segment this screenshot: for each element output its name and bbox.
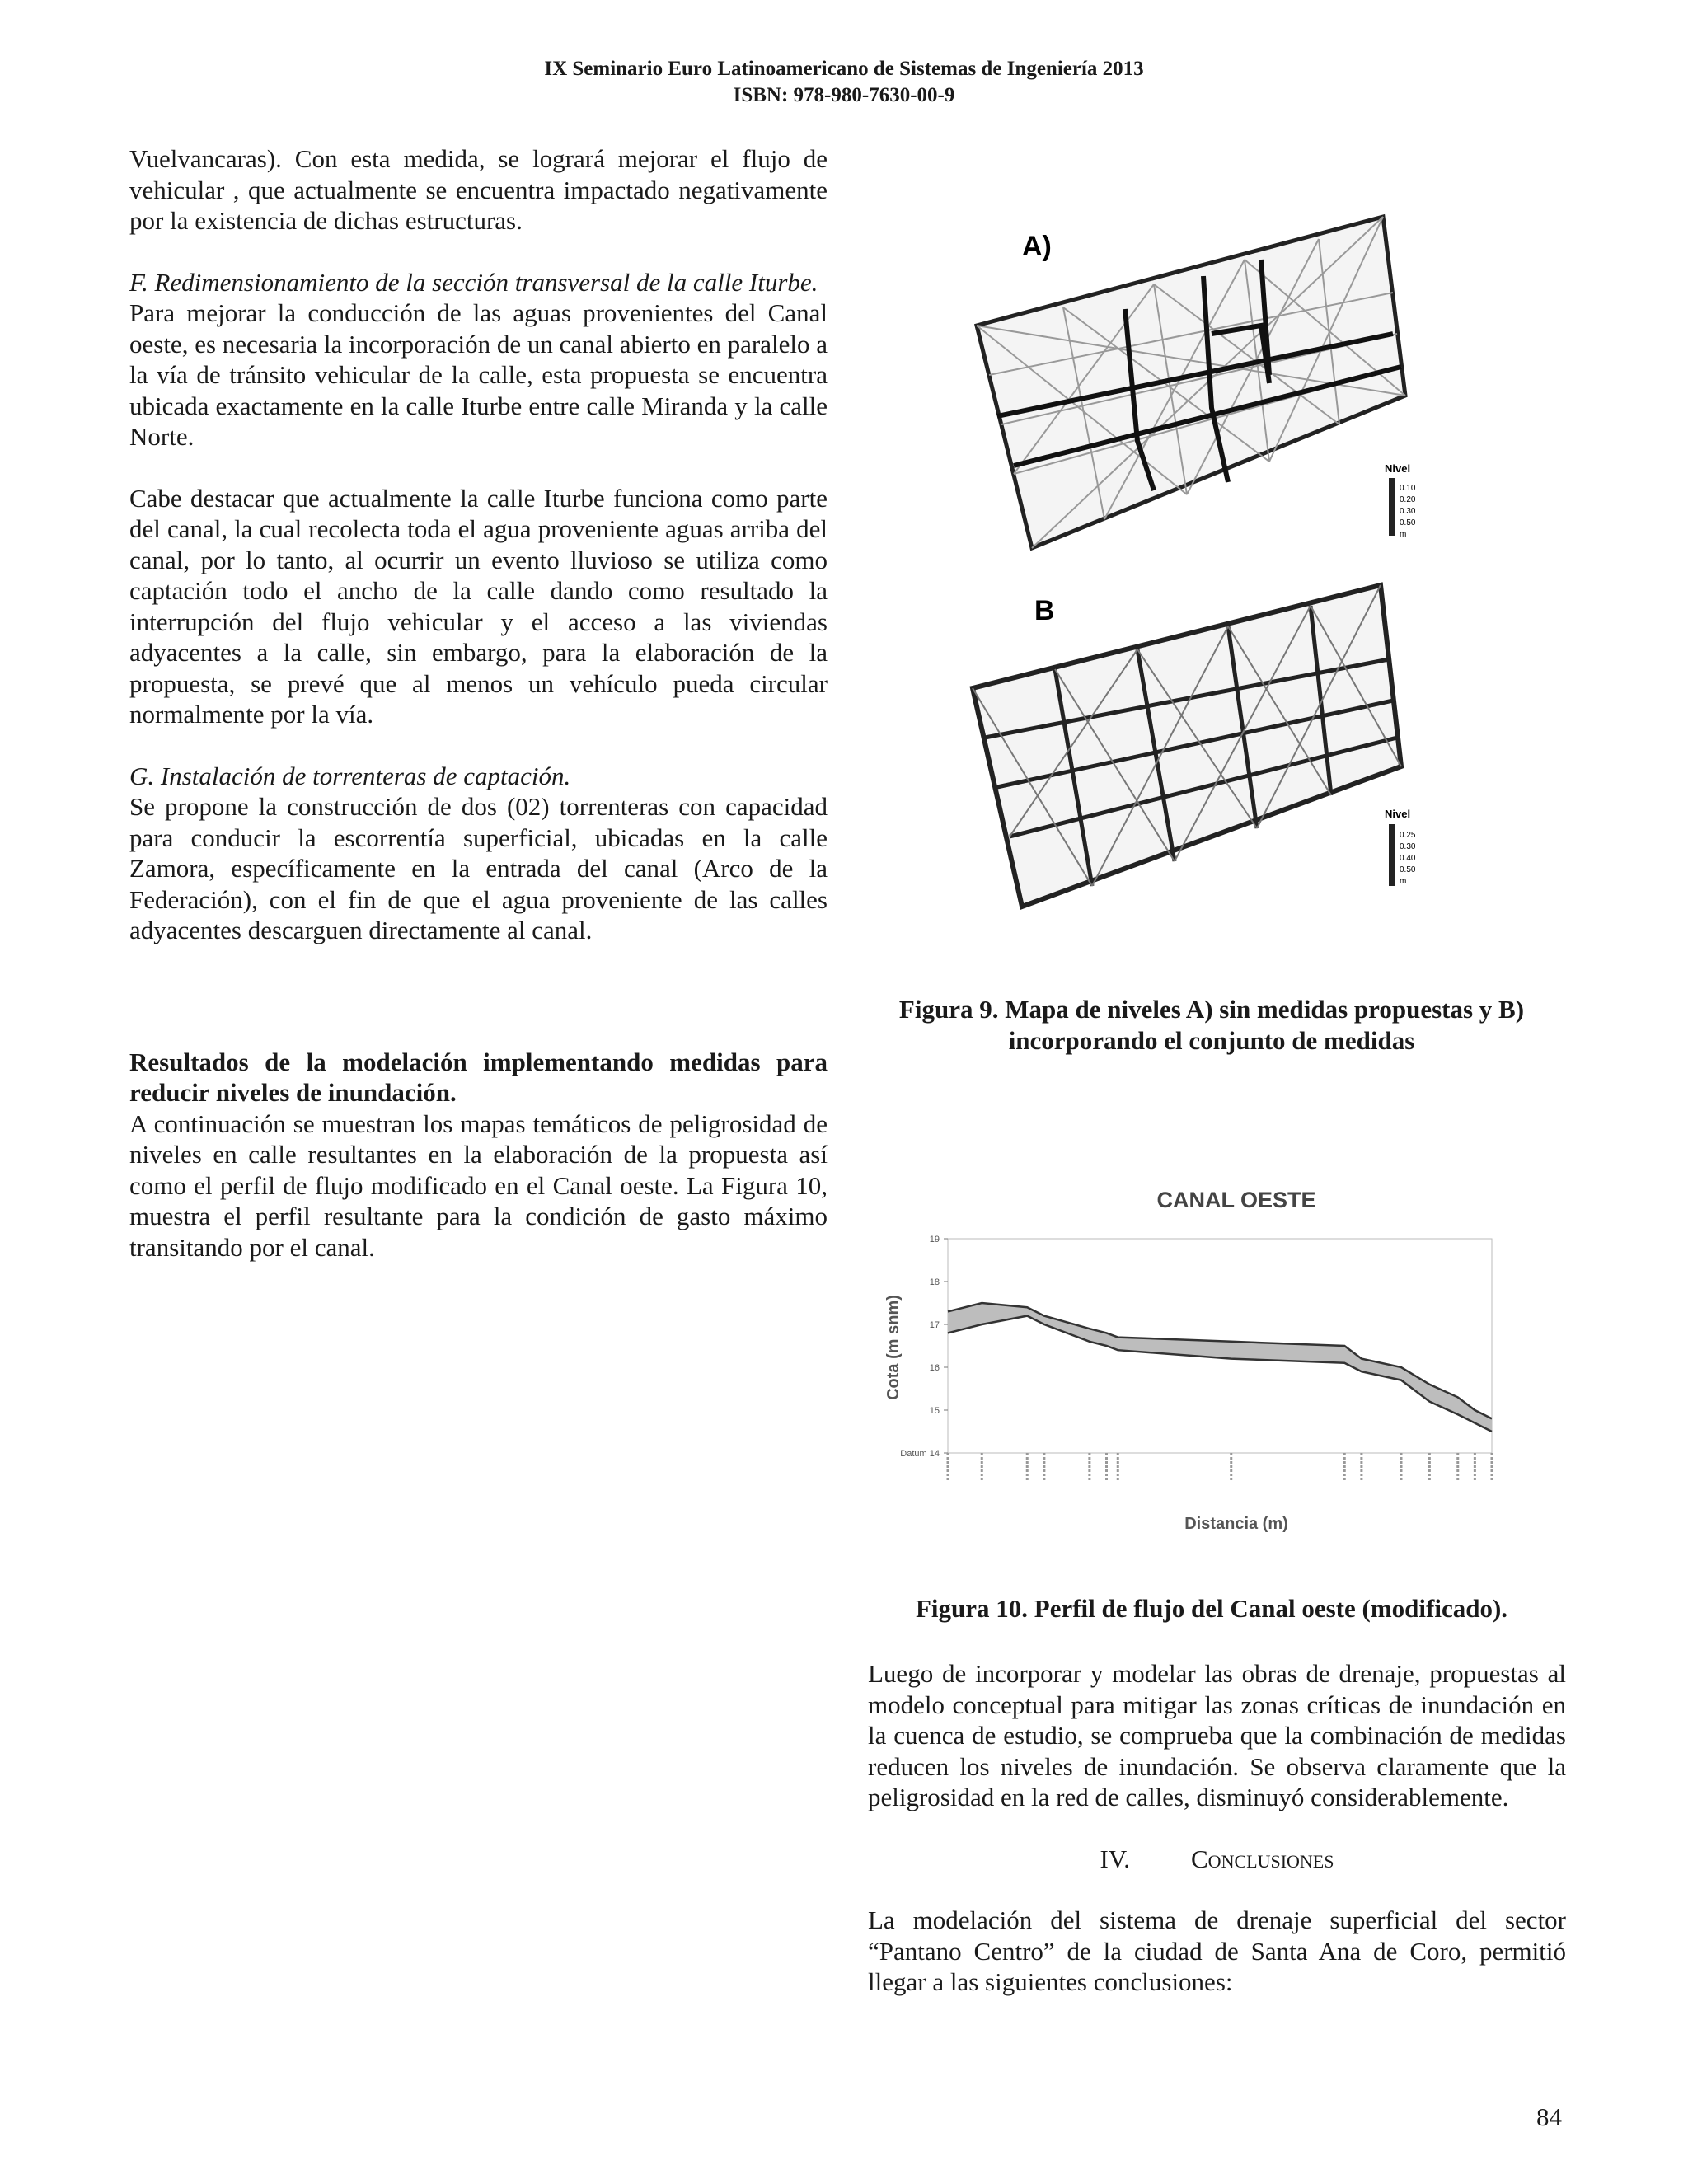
figure-9b-map xyxy=(964,577,1426,915)
section-heading xyxy=(868,1844,1566,1875)
figure-label-a: A) xyxy=(1022,231,1052,262)
section-number: IV. xyxy=(1100,1844,1130,1873)
caption-line: Figura 9. Mapa de niveles A) sin medidas propuestas y B) xyxy=(898,995,1525,1024)
conference-title: IX Seminario Euro Latinoamericano de Sistemas de Ingeniería 2013 xyxy=(544,58,1144,80)
x-ticks xyxy=(948,1453,1492,1482)
figure-10-chart xyxy=(874,1174,1550,1545)
figure-9a-map xyxy=(964,210,1426,556)
y-tick-label: Datum 14 xyxy=(900,1449,940,1459)
legend-value: 0.30 xyxy=(1400,507,1416,516)
legend-value: 0.20 xyxy=(1400,495,1416,504)
caption-line: incorporando el conjunto de medidas xyxy=(1008,1026,1415,1055)
y-tick-label: 16 xyxy=(929,1363,940,1373)
legend-scale xyxy=(1389,478,1395,536)
y-ticks xyxy=(900,1235,948,1459)
water-surface-line xyxy=(948,1303,1492,1418)
paragraph: A continuación se muestran los mapas temáticos de peligrosidad de niveles en calle resultantes en la elaboración de la propuesta así como el perfil de flujo modificado en el Canal oeste. La Figura 10, muestra el perfil resultante para la condición de gasto máximo transitando por el canal. xyxy=(129,1108,828,1262)
legend-b xyxy=(1385,808,1416,886)
chart-title: CANAL OESTE xyxy=(1156,1188,1316,1212)
y-tick-label: 15 xyxy=(929,1406,940,1416)
section-heading-f: F. Redimensionamiento de la sección transversal de la calle Iturbe. xyxy=(129,267,818,297)
figure-10-caption: Figura 10. Perfil de flujo del Canal oeste (modificado). xyxy=(915,1594,1508,1623)
figure-label-b: B xyxy=(1034,595,1055,626)
paragraph: Para mejorar la conducción de las aguas provenientes del Canal oeste, es necesaria la incorporación de un canal abierto en paralelo a la vía de tránsito vehicular de la calle, esta propuesta se encuentra ubicada exactamente en la calle Iturbe entre calle Miranda y la calle Norte. xyxy=(129,298,828,451)
y-axis-label: Cota (m snm) xyxy=(884,1295,903,1400)
legend-value: 0.50 xyxy=(1400,865,1416,874)
results-heading: Resultados de la modelación implementando medidas para reducir niveles de inundación. xyxy=(129,1047,828,1107)
y-tick-label: 18 xyxy=(929,1277,940,1287)
isbn: ISBN: 978-980-7630-00-9 xyxy=(733,84,955,106)
y-tick-label: 17 xyxy=(929,1320,940,1330)
paragraph: Se propone la construcción de dos (02) torrenteras con capacidad para conducir la escorrentía superficial, ubicadas en la calle Zamora, específicamente en la entrada del canal (Arco de la Federación), con el fin de que el agua proveniente de las calles adyacentes descarguen directamente al canal. xyxy=(129,792,828,944)
paragraph: Luego de incorporar y modelar las obras de drenaje, propuestas al modelo conceptual para mitigar las zonas críticas de inundación en la cuenca de estudio, se comprueba que la combinación de medidas reducen los niveles de inundación. Se observa claramente que la peligrosidad en la red de calles, disminuyó considerablemente. xyxy=(868,1659,1566,1811)
legend-title: Nivel xyxy=(1385,462,1411,475)
paragraph: La modelación del sistema de drenaje superficial del sector “Pantano Centro” de la ciudad de Santa Ana de Coro, permitió llegar a las siguientes conclusiones: xyxy=(868,1905,1566,1996)
section-title: Conclusiones xyxy=(1191,1844,1334,1873)
legend-scale xyxy=(1389,824,1395,886)
legend-unit: m xyxy=(1400,530,1407,539)
flow-area xyxy=(948,1303,1492,1432)
legend-a xyxy=(1385,462,1416,539)
paragraph: Vuelvancaras). Con esta medida, se logrará mejorar el flujo de vehicular , que actualmente se encuentra impactado negativamente por la existencia de dichas estructuras. xyxy=(129,144,828,235)
legend-value: 0.10 xyxy=(1400,484,1416,493)
y-tick-label: 19 xyxy=(929,1235,940,1244)
paragraph: Cabe destacar que actualmente la calle Iturbe funciona como parte del canal, la cual recolecta toda el agua proveniente aguas arriba del canal, por lo tanto, al ocurrir un evento lluvioso se utiliza como captación todo el ancho de la calle dando como resultado la interrupción del flujo vehicular y el acceso a las viviendas adyacentes a la calle, sin embargo, para la elaboración de la propuesta, se prevé que al menos un vehículo pueda circular normalmente por la vía. xyxy=(129,483,828,729)
legend-value: 0.50 xyxy=(1400,518,1416,527)
right-column xyxy=(868,1658,1566,1998)
legend-unit: m xyxy=(1400,877,1407,886)
figure-9-caption xyxy=(865,994,1558,1057)
legend-value: 0.25 xyxy=(1400,831,1416,840)
x-axis-label: Distancia (m) xyxy=(1184,1515,1288,1533)
page-number: 84 xyxy=(1536,2102,1562,2131)
legend-value: 0.30 xyxy=(1400,842,1416,851)
legend-value: 0.40 xyxy=(1400,854,1416,863)
section-heading-g: G. Instalación de torrenteras de captación. xyxy=(129,761,571,790)
left-column xyxy=(129,143,828,1263)
legend-title: Nivel xyxy=(1385,808,1411,820)
